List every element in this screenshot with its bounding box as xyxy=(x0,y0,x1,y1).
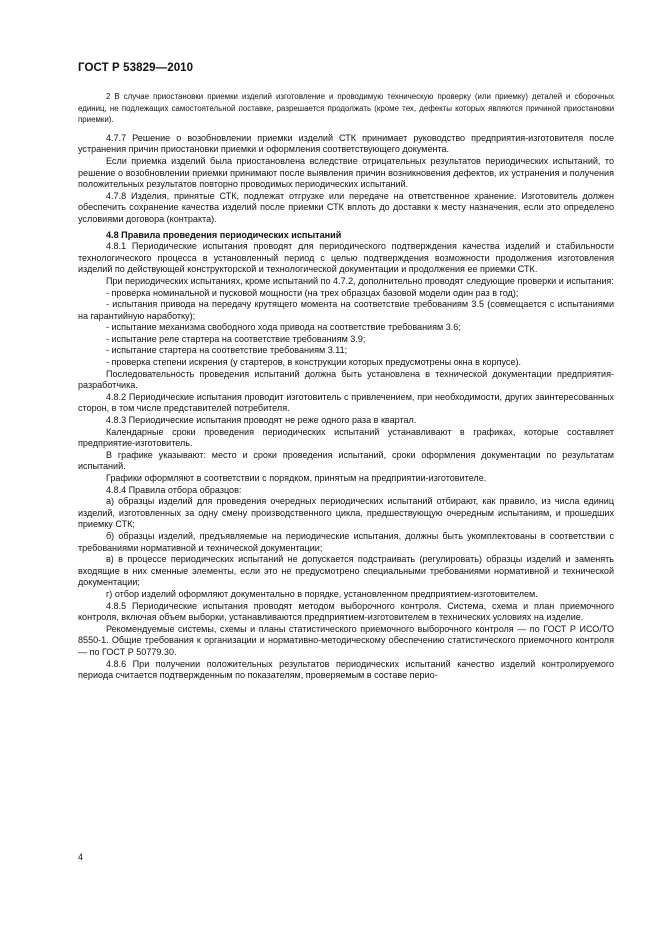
paragraph: В графике указывают: место и сроки проведения испытаний, сроки оформления документации по результатам испытаний. xyxy=(78,449,614,472)
list-item: в) в процессе периодических испытаний не допускается подстраивать (регулировать) образцы изделий и заменять входящие в них сменные элементы, если это не предусмотрено специальными требованиями нормативной и технической документации; xyxy=(78,554,614,588)
paragraph: Календарные сроки проведения периодических испытаний устанавливают в графиках, которые составляет предприятие-изготовитель. xyxy=(78,426,614,449)
list-item: - испытание реле стартера на соответствие требованиям 3.9; xyxy=(106,333,366,344)
list-item: - испытание механизма свободного хода привода на соответствие требованиям 3.6; xyxy=(106,322,461,333)
list-item: б) образцы изделий, предъявляемые на периодические испытания, должны быть укомплектованы в соответствии с требованиями нормативной и технической документации; xyxy=(78,530,614,553)
paragraph-4-7-7: 4.7.7 Решение о возобновлении приемки изделий СТК принимает руководство предприятия-изготовителя после устранения причин приостановки приемки и оформления соответствующего документа. xyxy=(78,132,614,155)
paragraph: Графики оформляют в соответствии с порядком, принятым на предприятии-изготовителе. xyxy=(106,473,487,483)
list-item: - испытание стартера на соответствие требованиям 3.11; xyxy=(106,345,348,356)
paragraph-4-7-8: 4.7.8 Изделия, принятые СТК, подлежат отгрузке или передаче на ответственное хранение. Изготовитель должен обеспечить сохранение качества изделий после приемки СТК вплоть до доставки к месту назначения, если это определено условиями договора (контракта). xyxy=(78,190,614,224)
paragraph-4-8-1: 4.8.1 Периодические испытания проводят для периодического подтверждения качества изделий и стабильности технологического процесса в установленный период с целью подтверждения возможности продолжения изготовления изделий по действующей конструкторской и технологической документации и продолжения ее приемки СТК. xyxy=(78,241,614,275)
paragraph-4-8-4: 4.8.4 Правила отбора образцов: xyxy=(106,484,242,495)
paragraph: При периодических испытаниях, кроме испытаний по 4.7.2, дополнительно проводят следующие проверки и испытания: xyxy=(106,275,614,286)
paragraph: Рекомендуемые системы, схемы и планы статистического приемочного выборочного контроля — по ГОСТ Р ИСО/ТО 8550-1. Общие требования к организации и нормативно-методическому обеспечению статистического приемочного контроля — по ГОСТ Р 50779.30. xyxy=(78,623,614,657)
list-item: - испытания привода на передачу крутящего момента на соответствие требованиям 3.5 (совмещается с испытаниями на гарантийную наработку); xyxy=(78,299,614,321)
list-item: г) отбор изделий оформляют документально в порядке, установленном предприятием-изготовителем. xyxy=(106,588,538,599)
paragraph-4-8-3: 4.8.3 Периодические испытания проводят не реже одного раза в квартал. xyxy=(106,415,417,426)
paragraph-4-8-5: 4.8.5 Периодические испытания проводят методом выборочного контроля. Система, схема и план приемочного контроля, включая объем выборки, устанавливаются предприятием-изготовителем в технических условиях на изделие. xyxy=(78,600,614,623)
list-item: а) образцы изделий для проведения очередных периодических испытаний отбирают, как правило, из числа единиц изделий, изготовленных за одну смену производственного цикла, предшествующую очередным испытаниям, и прошедших приемку СТК; xyxy=(78,496,614,530)
document-code-header: ГОСТ Р 53829—2010 xyxy=(78,62,194,74)
paragraph: Если приемка изделий была приостановлена вследствие отрицательных результатов периодических испытаний, то решение о возобновлении приемки принимают после выявления причин возникновения дефектов, их устранения и получения положительных результатов повторно проводимых периодических испытаний. xyxy=(78,155,614,190)
section-heading-4-8: 4.8 Правила проведения периодических испытаний xyxy=(106,229,342,240)
list-item: - проверка номинальной и пусковой мощности (на трех образцах базовой модели один раз в год); xyxy=(106,287,519,298)
document-page xyxy=(78,62,614,682)
page-number: 4 xyxy=(78,852,84,862)
paragraph: Последовательность проведения испытаний должна быть установлена в технической документации предприятия-разработчика. xyxy=(78,368,614,391)
note-text: 2 В случае приостановки приемки изделий изготовление и проводимую техническую проверку (или приемку) деталей и сборочных единиц, не подлежащих самостоятельной поставке, разрешается продолжать (кроме тех, дефекты которых являются причиной приостановки приемки). xyxy=(78,92,614,125)
list-item: - проверка степени искрения (у стартеров, в конструкции которых предусмотрены окна в корпусе). xyxy=(106,357,522,368)
paragraph-4-8-6: 4.8.6 При получении положительных результатов периодических испытаний качество изделий контролируемого периода считается подтвержденным по показателям, проверяемым в составе перио- xyxy=(78,658,614,681)
paragraph-4-8-2: 4.8.2 Периодические испытания проводит изготовитель с привлечением, при необходимости, других заинтересованных сторон, в том числе представителей потребителя. xyxy=(78,391,614,414)
footnote-note xyxy=(78,91,614,126)
